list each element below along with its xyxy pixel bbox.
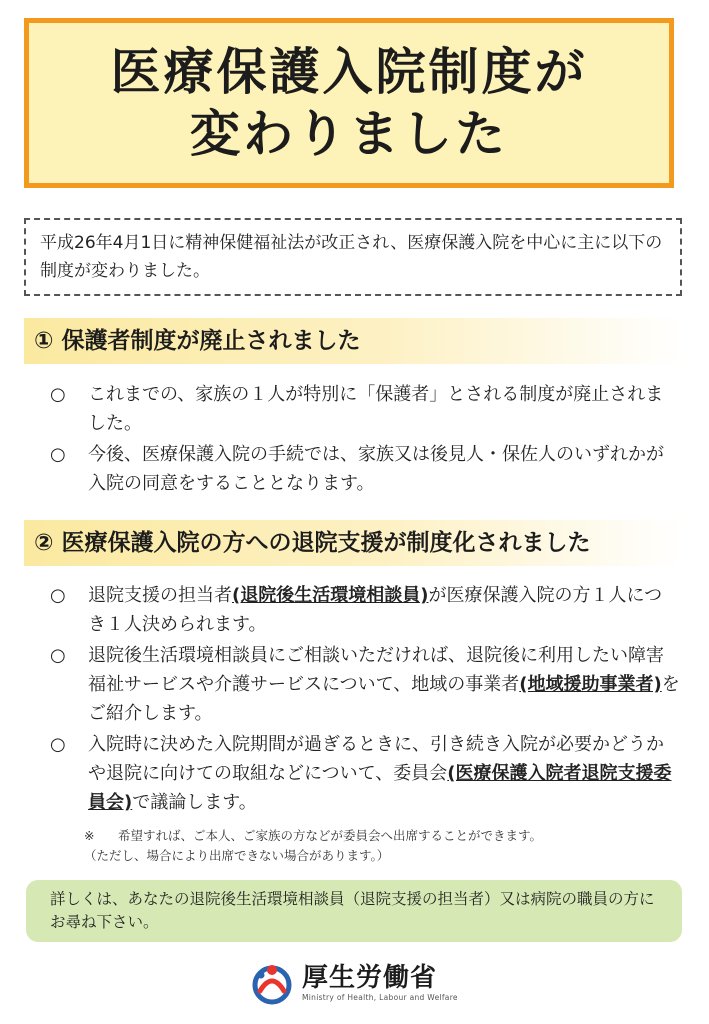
section-2-list (50, 581, 680, 819)
list-item (50, 380, 680, 438)
mhlw-logo-icon (250, 961, 294, 1005)
intro-paragraph: 平成26年4月1日に精神保健福祉法が改正され、医療保護入院を中心に主に以下の制度が変わりました。 (24, 218, 682, 296)
item-text-pre: 退院支援の担当者 (88, 585, 232, 606)
list-item (50, 581, 680, 639)
section-1-list (50, 380, 680, 500)
list-item-text: 今後、医療保護入院の手続では、家族又は後見人・保佐人のいずれかが入院の同意をすることとなります。 (88, 444, 664, 494)
ministry-name-english: Ministry of Health, Labour and Welfare (302, 992, 458, 1002)
bullet-circle-icon: ○ (50, 444, 66, 465)
note-mark: ※ (84, 828, 95, 843)
item-text-post: が医療保護入院の方１人につき１人決められます。 (88, 585, 663, 635)
list-item-text (88, 730, 680, 817)
page-title-line-2: 変わりました (190, 105, 508, 163)
ministry-logo (250, 955, 458, 1010)
list-item-text (88, 581, 680, 639)
term-discharge-counselor: (退院後生活環境相談員) (232, 585, 429, 606)
footnote-line-1 (84, 826, 684, 846)
item-text-post: をご紹介します。 (88, 674, 680, 724)
contact-info-box: 詳しくは、あなたの退院後生活環境相談員（退院支援の担当者）又は病院の職員の方にお尋ね下さい。 (26, 880, 682, 942)
section-1-heading: ① 保護者制度が廃止されました (24, 318, 684, 364)
bullet-circle-icon: ○ (50, 734, 66, 755)
item-text-post: で議論します。 (132, 792, 257, 813)
item-text-pre: 入院時に決めた入院期間が過ぎるときに、引き続き入院が必要かどうかや退院に向けての取組などについて、委員会 (88, 734, 664, 784)
list-item (50, 730, 680, 817)
list-item (50, 440, 680, 498)
list-item (50, 641, 680, 728)
footnote-line-2: （ただし、場合により出席できない場合があります。） (84, 848, 390, 863)
list-item-text (88, 641, 680, 728)
bullet-circle-icon: ○ (50, 645, 66, 666)
item-text-pre: 退院後生活環境相談員にご相談いただければ、退院後に利用したい障害福祉サービスや介護サービスについて、地域の事業者 (88, 645, 664, 695)
term-regional-support-provider: (地域援助事業者) (519, 674, 662, 695)
ministry-name: 厚生労働省 (302, 962, 438, 993)
list-item-text: これまでの、家族の１人が特別に「保護者」とされる制度が廃止されました。 (88, 384, 664, 434)
footnote-text: 希望すれば、ご本人、ご家族の方などが委員会へ出席することができます。 (118, 828, 543, 843)
footnote (84, 826, 684, 866)
section-2-heading: ② 医療保護入院の方への退院支援が制度化されました (24, 520, 684, 566)
bullet-circle-icon: ○ (50, 585, 66, 606)
title-box (24, 18, 674, 188)
page-title-line-1: 医療保護入院制度が (110, 43, 588, 101)
term-discharge-committee: (医療保護入院者退院支援委員会) (88, 763, 672, 813)
bullet-circle-icon: ○ (50, 384, 66, 405)
